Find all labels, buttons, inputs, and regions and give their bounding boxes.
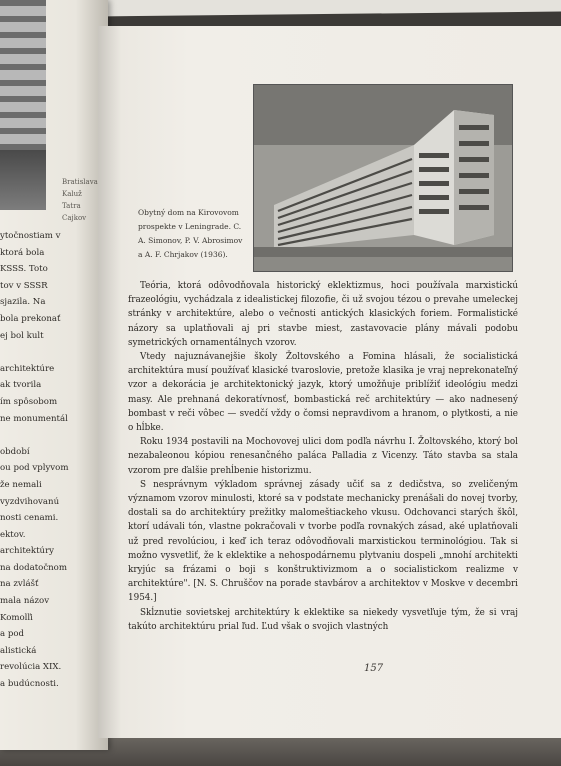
left-text-line: sjazila. Na: [0, 297, 46, 308]
paragraph: Roku 1934 postavili na Mochovovej ulici dom podľa návrhu I. Žoltovského, ktorý bol nezabaleonou kópiou renesančného paláca Palladia z Vicenzy. Táto stavba sa stala vzorom pre ďalšie prehĺbenie historizmu.: [128, 437, 518, 476]
left-text-line: a budúcnosti.: [0, 679, 59, 690]
paragraph: Teória, ktorá odôvodňovala historický eklektizmus, hoci používala marxistickú frazeológiu, vychádzala z idealistickej filozofie, či už svojou tézou o prevahe umeleckej stránky v architektúre, alebo o večnosti antických klasických foriem. Formalistické názory sa uplatňovali aj pri stavbe miest, zastavovacie plány mávali podobu symetrických ornamentálnych vzorov.: [128, 281, 518, 348]
right-page: [98, 26, 561, 738]
left-text-line: ou pod vplyvom: [0, 463, 69, 474]
left-caption-line: Cajkov: [62, 214, 87, 222]
left-text-line: [0, 427, 108, 444]
paragraph: Skĺznutie sovietskej architektúry k eklektike sa niekedy vysvetľuje tým, že si vraj takúto architektúru prial ľud. Ľud však o svojich vlastných: [128, 607, 518, 632]
paragraph: Vtedy najuznávanejšie školy Žoltovského a Fomina hlásali, že socialistická architektúra musí používať klasické tvaroslovie, pretože klasika je vraj neprekonateľný vzor a dekorácia je architektonický jazyk, ktorý umožňuje priblížiť ideológiu medzi masy. Ale prehnaná dekoratívnosť, bombastická reč architektúry — ako nadnesený bombast v reči vôbec — svedčí vždy o čomsi nepravdivom a hranom, o plytkosti, a nie o hĺbke.: [128, 352, 518, 434]
body-text: [128, 279, 518, 634]
left-text-line: ktorá bola: [0, 247, 45, 258]
left-text-line: alistická: [0, 645, 37, 656]
left-text-line: KSSS. Toto: [0, 264, 48, 275]
left-text-line: že nemali: [0, 479, 42, 490]
left-text-line: nosti cenami.: [0, 513, 59, 524]
left-text-line: ytočnostiam v: [0, 231, 61, 241]
left-caption-line: Bratislava: [62, 178, 98, 186]
left-text-line: Komolľi: [0, 612, 33, 623]
left-page-text: [0, 228, 108, 693]
left-text-line: architektúry: [0, 546, 55, 557]
left-text-line: na zvlášť: [0, 579, 39, 590]
building-illustration: [254, 85, 512, 271]
left-text-line: architektúre: [0, 363, 55, 374]
left-caption-line: Kaluž: [62, 190, 82, 198]
left-text-line: ím spôsobom: [0, 396, 58, 407]
left-text-line: období: [0, 446, 30, 457]
left-caption-line: Tatra: [62, 202, 81, 210]
left-text-line: ne monumentál: [0, 413, 68, 424]
left-text-line: ak tvorila: [0, 380, 42, 391]
left-text-line: a pod: [0, 629, 25, 640]
left-page: [0, 0, 108, 750]
left-text-line: ektov.: [0, 529, 26, 540]
left-text-line: bola prekonať: [0, 313, 61, 324]
figure-caption: Obytný dom na Kirovovom prospekte v Leningrade. C. A. Simonov, P. V. Abrosimov a A. F. Chrjakov (1936).: [138, 208, 243, 259]
left-text-line: na dodatočnom: [0, 562, 67, 573]
page-number: 157: [364, 663, 384, 674]
left-text-line: [0, 344, 108, 361]
left-text-line: tov v SSSR: [0, 280, 48, 291]
left-text-line: revolúcia XIX.: [0, 662, 62, 673]
paragraph: S nesprávnym výkladom správnej zásady učiť sa z dedičstva, so zveličeným významom vzorov minulosti, ktoré sa v podstate mechanicky prenášali do novej tvorby, dostali sa do architektúry prežitky malomeštiackeho vkusu. Odchovanci starých škôl, ktorí udávali tón, vlastne pokračovali v tvorbe podľa rovnakých zásad, aké uplatňovali už pred revolúciou, i keď ich teraz odôvodňovali marxistickou terminológiou. Tak si možno vysvetliť, že k eklektike a nehospodárnemu plytvaniu dospeli „mnohí architekti kryjúc sa frázami o boji s konštruktivizmom a o socialistickom realizme v architektúre". [N. S. Chruščov na porade stavbárov a architektov v Moskve v decembri 1954.]: [128, 479, 518, 604]
left-text-line: vyzdvihovanú: [0, 496, 60, 507]
left-text-line: ej bol kult: [0, 330, 44, 341]
left-page-photo: [0, 0, 46, 210]
building-photo: [253, 84, 513, 272]
left-text-line: mala názov: [0, 596, 50, 607]
